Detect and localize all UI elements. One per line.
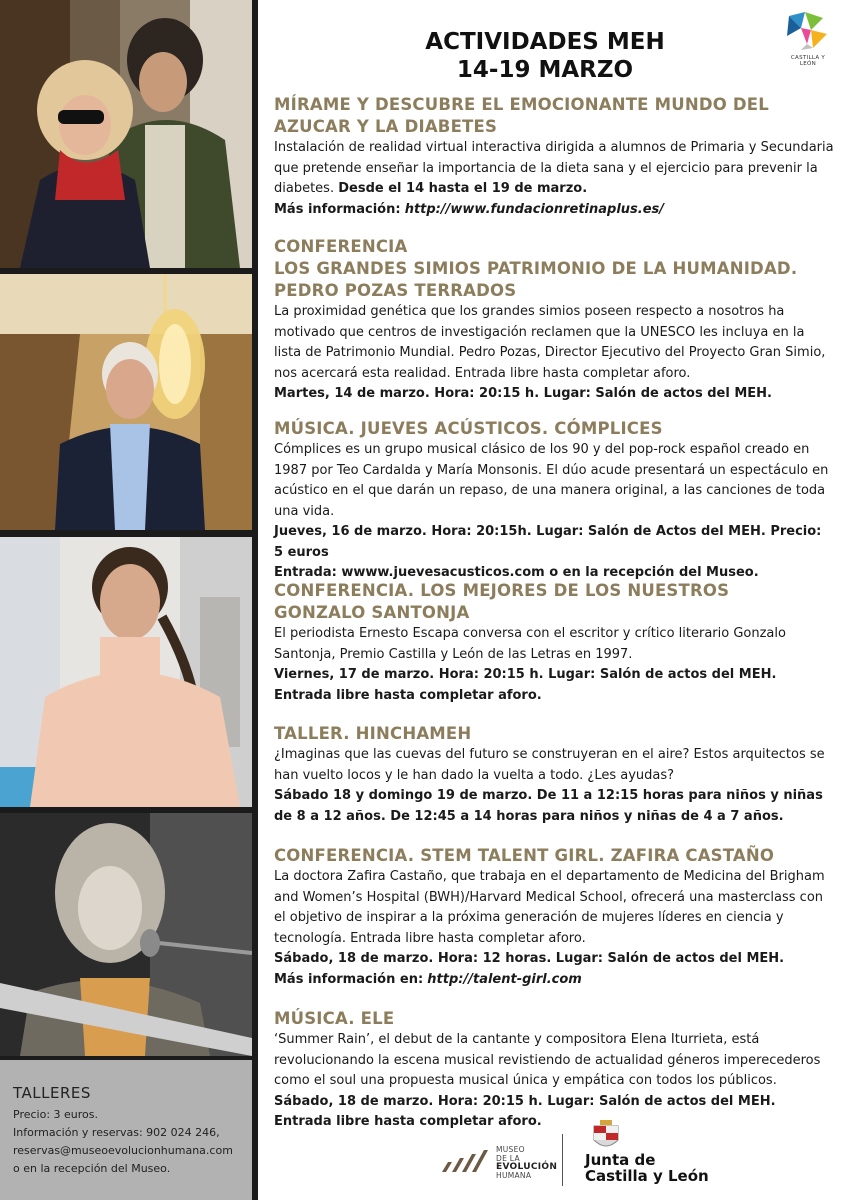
junta-line: Junta de xyxy=(585,1151,656,1169)
section-title xyxy=(274,418,834,440)
talleres-price: Precio: 3 euros. xyxy=(13,1108,98,1121)
meh-line: EVOLUCIÓN xyxy=(496,1162,558,1172)
section-details xyxy=(274,786,834,827)
section-details xyxy=(274,522,834,563)
section-diabetes xyxy=(274,94,834,220)
section-title-line: CONFERENCIA. LOS MEJORES DE LOS NUESTROS xyxy=(274,581,730,600)
more-info-label: Más información en: xyxy=(274,971,424,987)
section-santonja xyxy=(274,580,834,706)
section-title xyxy=(274,723,834,745)
section-body: Cómplices es un grupo musical clásico de los 90 y del pop-rock español creado en 1987 por Teo Cardalda y María Monsonis. El dúo acude presentará un espectáculo en acústico en el que darán un repaso, de una manera original, a las canciones de toda una vida. xyxy=(274,442,829,519)
section-body: La doctora Zafira Castaño, que trabaja en el departamento de Medicina del Brigham and Women’s Hospital (BWH)/Harvard Medical School, ofrecerá una masterclass con el objetivo de inspirar a la próxima generación de mujeres líderes en ciencia y tecnología. Entrada libre hasta completar aforo. xyxy=(274,869,825,946)
section-hinchameh xyxy=(274,723,834,827)
section-title xyxy=(274,580,834,624)
talleres-reception: o en la recepción del Museo. xyxy=(13,1162,171,1175)
photo-pedro-pozas xyxy=(0,274,252,530)
section-title-line: CONFERENCIA. STEM TALENT GIRL. ZAFIRA CASTAÑO xyxy=(274,846,775,865)
section-details-text: Sábado, 18 de marzo. Hora: 20:15 h. Lugar: Salón de actos del MEH. xyxy=(274,1093,776,1109)
section-title-line: MÚSICA. ELE xyxy=(274,1009,395,1028)
junta-line: Castilla y León xyxy=(585,1167,709,1185)
junta-logo-text xyxy=(585,1152,709,1184)
meh-line: DE LA xyxy=(496,1153,520,1163)
section-body: ¿Imaginas que las cuevas del futuro se construyeran en el aire? Estos arquitectos se han vuelto locos y le han dado la vuelta a todo. ¿Les ayudas? xyxy=(274,747,825,783)
section-title-line: GONZALO SANTONJA xyxy=(274,603,470,622)
section-title-line: LOS GRANDES SIMIOS PATRIMONIO DE LA HUMANIDAD. xyxy=(274,259,798,278)
section-details xyxy=(274,665,834,686)
more-info-link[interactable]: http://www.fundacionretinaplus.es/ xyxy=(404,201,665,217)
section-title-line: AZUCAR Y LA DIABETES xyxy=(274,117,498,136)
section-details-text: Entrada libre hasta completar aforo. xyxy=(274,1114,542,1129)
photo-column xyxy=(0,0,258,1200)
section-more-info xyxy=(274,200,834,221)
meh-logo-icon xyxy=(440,1150,492,1174)
castilla-leon-logo-icon xyxy=(783,8,833,54)
footer-divider xyxy=(562,1134,563,1186)
photo-zafira-castano xyxy=(0,537,252,807)
title-line-2: 14-19 MARZO xyxy=(456,57,634,83)
section-title xyxy=(274,1008,834,1030)
section-grandes-simios xyxy=(274,236,834,405)
talleres-box xyxy=(0,1060,252,1200)
section-title xyxy=(274,236,834,302)
section-details xyxy=(274,949,834,970)
coat-of-arms-icon xyxy=(592,1120,620,1152)
more-info-link[interactable]: http://talent-girl.com xyxy=(427,971,582,987)
section-details xyxy=(274,384,834,405)
photo-couple xyxy=(0,0,252,268)
section-body xyxy=(274,138,834,200)
section-details xyxy=(274,1092,834,1113)
footer-logos xyxy=(440,1120,840,1190)
talleres-email[interactable]: reservas@museoevolucionhumana.com xyxy=(13,1144,233,1157)
meh-logo-text xyxy=(496,1146,557,1180)
meh-line: HUMANA xyxy=(496,1170,532,1180)
section-body-text: Instalación de realidad virtual interactiva dirigida a alumnos de Primaria y Secundaria que pretende enseñar la importancia de la dieta sana y el ejercicio para prevenir la diabetes. xyxy=(274,140,834,196)
section-details-text: Martes, 14 de marzo. Hora: 20:15 h. Lugar: Salón de actos del MEH. xyxy=(274,386,772,401)
section-details-text: Sábado 18 y domingo 19 de marzo. De 11 a 12:15 horas para niños y niñas de 8 a 12 años. De 12:45 a 14 horas para niños y niñas de 4 a 7 años. xyxy=(274,788,823,824)
talleres-info: Información y reservas: 902 024 246, xyxy=(13,1126,220,1139)
section-complices xyxy=(274,418,834,584)
section-details-text: Entrada: wwww.juevesacusticos.com o en la recepción del Museo. xyxy=(274,565,759,580)
section-body: El periodista Ernesto Escapa conversa con el escritor y crítico literario Gonzalo Santonja, Premio Castilla y León de las Letras en 1997. xyxy=(274,626,786,662)
section-ele xyxy=(274,1008,834,1133)
section-body: ‘Summer Rain’, el debut de la cantante y compositora Elena Iturrieta, está revolucionando la escena musical revistiendo de actualidad géneros imperecederos como el soul una propuesta musical única y empática con todos los públicos. xyxy=(274,1032,821,1088)
section-title-line: CONFERENCIA xyxy=(274,237,408,256)
section-details-text: Viernes, 17 de marzo. Hora: 20:15 h. Lugar: Salón de actos del MEH. xyxy=(274,667,777,682)
section-details-text: Entrada libre hasta completar aforo. xyxy=(274,687,542,703)
page-title xyxy=(330,28,760,84)
section-talent-girl xyxy=(274,845,834,990)
section-more-info xyxy=(274,970,834,991)
section-title-line: MÍRAME Y DESCUBRE EL EMOCIONANTE MUNDO DEL xyxy=(274,95,769,114)
more-info-label: Más información: xyxy=(274,201,401,217)
section-details-text: Sábado, 18 de marzo. Hora: 12 horas. Lugar: Salón de actos del MEH. xyxy=(274,951,785,966)
section-dates: Desde el 14 hasta el 19 de marzo. xyxy=(338,181,588,196)
castilla-leon-logo xyxy=(783,8,833,67)
section-details-text: Jueves, 16 de marzo. Hora: 20:15h. Lugar: Salón de Actos del MEH. Precio: 5 euros xyxy=(274,524,822,560)
section-title xyxy=(274,845,834,867)
title-line-1: ACTIVIDADES MEH xyxy=(425,29,665,55)
meh-line: MUSEO xyxy=(496,1145,525,1154)
logo-caption: CASTILLA Y LEÓN xyxy=(790,55,826,67)
section-body: La proximidad genética que los grandes simios poseen respecto a nosotros ha motivado que centros de investigación reclamen que la UNESCO les incluya en la lista de Patrimonio Mundial. Pedro Pozas, Director Ejecutivo del Proyecto Gran Simio, nos acercará esta realidad. Entrada libre hasta completar aforo. xyxy=(274,304,826,381)
talleres-title: TALLERES xyxy=(13,1084,91,1102)
section-title-line: MÚSICA. JUEVES ACÚSTICOS. CÓMPLICES xyxy=(274,419,663,438)
section-title xyxy=(274,94,834,138)
section-details-2 xyxy=(274,686,834,707)
section-title-line: TALLER. HINCHAMEH xyxy=(274,724,472,743)
section-title-line: PEDRO POZAS TERRADOS xyxy=(274,281,517,300)
photo-ele-singer xyxy=(0,813,252,1056)
